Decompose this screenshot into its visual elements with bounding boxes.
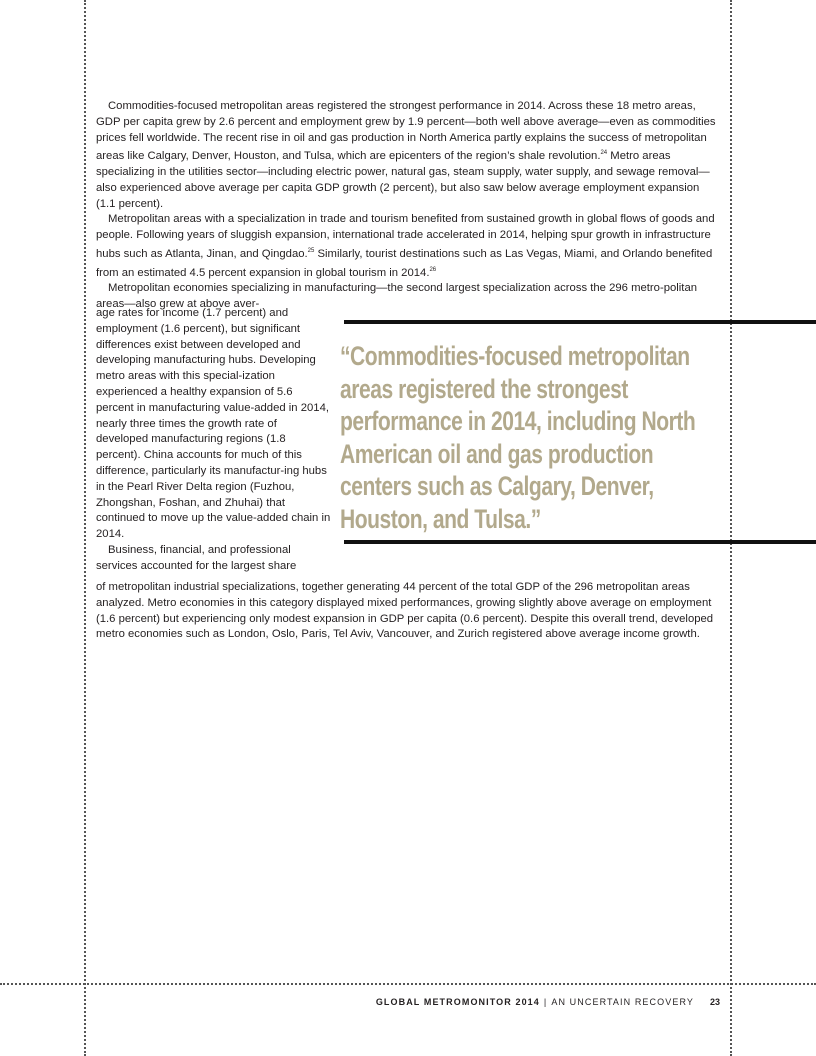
left-margin-guide [84, 0, 86, 1056]
footnote-ref: 26 [429, 266, 437, 273]
body-text-bottom [96, 580, 718, 643]
body-text-narrow [96, 306, 332, 575]
bottom-margin-guide [0, 983, 816, 985]
footer-series: GLOBAL METROMONITOR 2014 [375, 997, 540, 1007]
footnote-ref: 24 [600, 150, 608, 157]
paragraph-manufacturing-start: Metropolitan economies specializing in manufacturing—the second largest specialization across the 296 metro-politan areas—also grew at above aver- [96, 282, 698, 310]
page-footer [376, 997, 720, 1007]
right-margin-guide [730, 0, 732, 1056]
pull-quote-top-rule [344, 320, 816, 324]
page-number: 23 [709, 997, 720, 1007]
footer-separator: | [543, 997, 548, 1007]
body-text-top [96, 99, 718, 313]
paragraph-business-start: Business, financial, and professional services accounted for the largest share [96, 543, 297, 572]
paragraph-business-cont: of metropolitan industrial specializations, together generating 44 percent of the total GDP of the 296 metropolitan areas analyzed. Metro economies in this category displayed mixed performances, growing slightly above average on employment (1.6 percent) but experiencing only modest expansion in GDP per capita (0.6 percent). Despite this overall trend, developed metro economies such as London, Oslo, Paris, Tel Aviv, Vancouver, and Zurich registered above average income growth. [96, 581, 714, 641]
paragraph-commodities: Commodities-focused metropolitan areas registered the strongest performance in 2014. Across these 18 metro areas, GDP per capita grew by 2.6 percent and employment grew by 1.9 percent—both well above average—even as commodities prices fell worldwide. The recent rise in oil and gas production in North America partly explains the success of metropolitan areas like Calgary, Denver, Houston, and Tulsa, which are epicenters of the region’s shale revolution.$^{24}$ Metro areas specializing in the utilities sector—including electric power, natural gas, steam supply, water supply, and sewage removal—also experienced above average per capita GDP growth (2 percent), but also saw below average employment expansion (1.1 percent). [96, 100, 716, 210]
pull-quote: “Commodities-focused metropolitan areas registered the strongest performance in 2014, including North American oil and gas production centers such as Calgary, Denver, Houston, and Tulsa.” [340, 341, 696, 534]
footer-subtitle: AN UNCERTAIN RECOVERY [551, 997, 694, 1007]
paragraph-manufacturing-cont: age rates for income (1.7 percent) and employment (1.6 percent), but significant differences exist between developed and developing manufacturing hubs. Developing metro areas with this special-ization experienced a healthy expansion of 5.6 percent in manufacturing value-added in 2014, nearly three times the growth rate of developed manufacturing regions (1.8 percent). China accounts for much of this difference, particularly its manufactur-ing hubs in the Pearl River Delta region (Fuzhou, Zhongshan, Foshan, and Zhuhai) that continued to move up the value-added chain in 2014. [96, 307, 331, 541]
footnote-ref: 25 [307, 247, 315, 254]
paragraph-trade-tourism: Metropolitan areas with a specialization in trade and tourism benefited from sustained growth in global flows of goods and people. Following years of sluggish expansion, international trade accelerated in 2014, helping spur growth in infrastructure hubs such as Atlanta, Jinan, and Qingdao.$^{25}$ Similarly, tourist destinations such as Las Vegas, Miami, and Orlando benefited from an estimated 4.5 percent expansion in global tourism in 2014.26 [96, 213, 715, 279]
pull-quote-bottom-rule [344, 540, 816, 544]
